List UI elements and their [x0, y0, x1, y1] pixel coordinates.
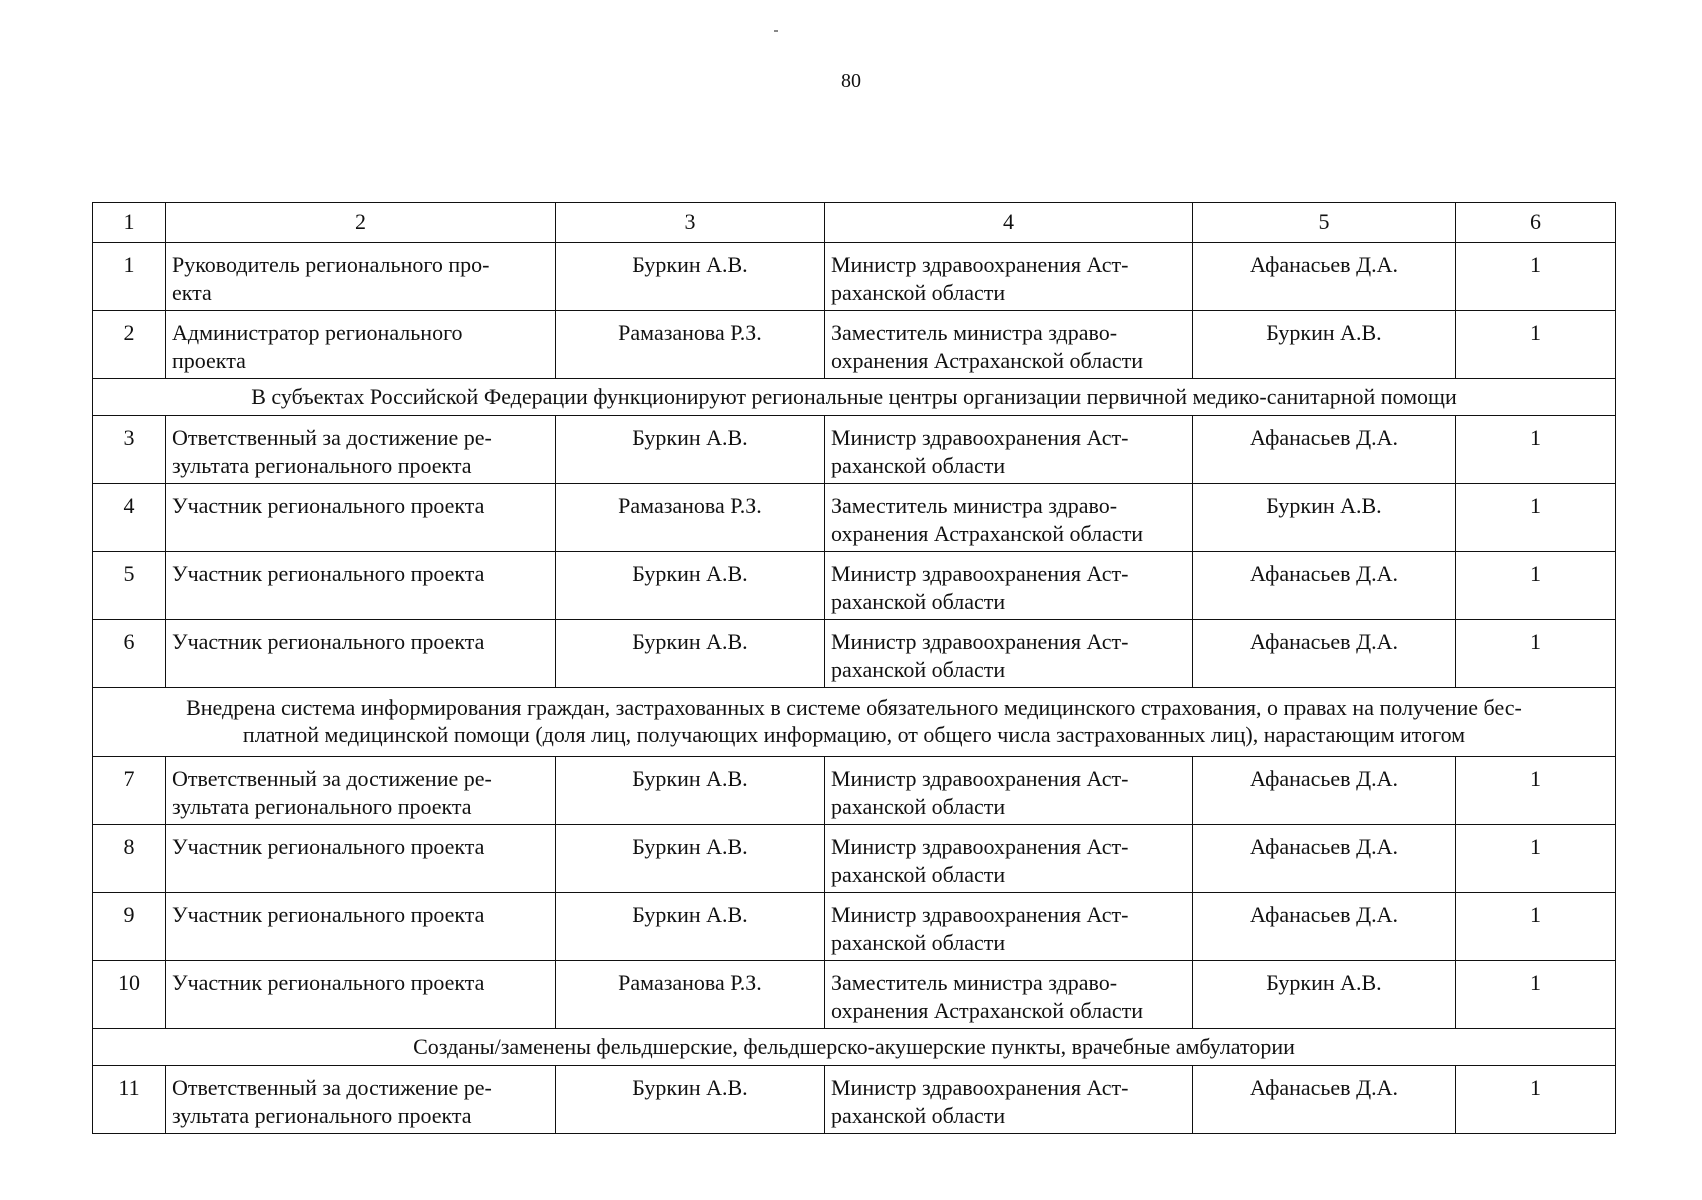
- position-cell: Министр здравоохранения Аст- раханской области: [825, 757, 1193, 825]
- row-number-cell: 8: [93, 825, 166, 893]
- share-cell: 1: [1456, 1066, 1616, 1134]
- supervisor-cell: Афанасьев Д.А.: [1193, 1066, 1456, 1134]
- section-heading-row: [93, 379, 1616, 416]
- supervisor-cell: Афанасьев Д.А.: [1193, 893, 1456, 961]
- role-cell: Участник регионального проекта: [166, 825, 556, 893]
- supervisor-cell: Буркин А.В.: [1193, 484, 1456, 552]
- section-heading: Внедрена система информирования граждан, застрахованных в системе обязательного медицинского страхования, о правах на получение бес- платной медицинской помощи (доля лиц, получающих информацию, от общего числа застрахованных лиц), нарастающим итогом: [93, 688, 1616, 757]
- position-cell: Министр здравоохранения Аст- раханской области: [825, 243, 1193, 311]
- person-cell: Рамазанова Р.З.: [556, 311, 825, 379]
- supervisor-cell: Буркин А.В.: [1193, 311, 1456, 379]
- scan-speck: [774, 30, 778, 32]
- column-number-cell: 6: [1456, 203, 1616, 243]
- row-number-cell: 10: [93, 961, 166, 1029]
- position-cell: Заместитель министра здраво- охранения Астраханской области: [825, 961, 1193, 1029]
- role-cell: Ответственный за достижение ре- зультата регионального проекта: [166, 757, 556, 825]
- table-row: [93, 1066, 1616, 1134]
- column-number-cell: 4: [825, 203, 1193, 243]
- table-row: [93, 757, 1616, 825]
- share-cell: 1: [1456, 757, 1616, 825]
- row-number-cell: 6: [93, 620, 166, 688]
- table-row: [93, 620, 1616, 688]
- section-heading: В субъектах Российской Федерации функционируют региональные центры организации первичной медико-санитарной помощи: [93, 379, 1616, 416]
- row-number-cell: 5: [93, 552, 166, 620]
- supervisor-cell: Афанасьев Д.А.: [1193, 416, 1456, 484]
- table-body: [93, 203, 1616, 1134]
- role-cell: Участник регионального проекта: [166, 484, 556, 552]
- row-number-cell: 3: [93, 416, 166, 484]
- position-cell: Министр здравоохранения Аст- раханской области: [825, 416, 1193, 484]
- column-number-cell: 3: [556, 203, 825, 243]
- column-number-cell: 1: [93, 203, 166, 243]
- table-row: [93, 416, 1616, 484]
- share-cell: 1: [1456, 961, 1616, 1029]
- role-cell: Участник регионального проекта: [166, 961, 556, 1029]
- person-cell: Буркин А.В.: [556, 243, 825, 311]
- role-cell: Администратор регионального проекта: [166, 311, 556, 379]
- share-cell: 1: [1456, 311, 1616, 379]
- position-cell: Заместитель министра здраво- охранения Астраханской области: [825, 311, 1193, 379]
- table-row: [93, 552, 1616, 620]
- share-cell: 1: [1456, 552, 1616, 620]
- supervisor-cell: Афанасьев Д.А.: [1193, 825, 1456, 893]
- role-cell: Руководитель регионального про- екта: [166, 243, 556, 311]
- person-cell: Буркин А.В.: [556, 757, 825, 825]
- row-number-cell: 11: [93, 1066, 166, 1134]
- share-cell: 1: [1456, 825, 1616, 893]
- position-cell: Министр здравоохранения Аст- раханской области: [825, 1066, 1193, 1134]
- supervisor-cell: Афанасьев Д.А.: [1193, 552, 1456, 620]
- position-cell: Министр здравоохранения Аст- раханской области: [825, 893, 1193, 961]
- column-number-cell: 5: [1193, 203, 1456, 243]
- share-cell: 1: [1456, 243, 1616, 311]
- person-cell: Буркин А.В.: [556, 552, 825, 620]
- table-row: [93, 893, 1616, 961]
- share-cell: 1: [1456, 484, 1616, 552]
- position-cell: Министр здравоохранения Аст- раханской области: [825, 620, 1193, 688]
- role-cell: Участник регионального проекта: [166, 893, 556, 961]
- person-cell: Рамазанова Р.З.: [556, 961, 825, 1029]
- row-number-cell: 1: [93, 243, 166, 311]
- person-cell: Буркин А.В.: [556, 893, 825, 961]
- role-cell: Ответственный за достижение ре- зультата регионального проекта: [166, 1066, 556, 1134]
- share-cell: 1: [1456, 416, 1616, 484]
- supervisor-cell: Афанасьев Д.А.: [1193, 757, 1456, 825]
- table-row: [93, 484, 1616, 552]
- table-row: [93, 311, 1616, 379]
- position-cell: Министр здравоохранения Аст- раханской области: [825, 825, 1193, 893]
- column-number-cell: 2: [166, 203, 556, 243]
- role-cell: Участник регионального проекта: [166, 620, 556, 688]
- position-cell: Министр здравоохранения Аст- раханской области: [825, 552, 1193, 620]
- share-cell: 1: [1456, 620, 1616, 688]
- person-cell: Буркин А.В.: [556, 416, 825, 484]
- table-row: [93, 243, 1616, 311]
- table-row: [93, 961, 1616, 1029]
- supervisor-cell: Буркин А.В.: [1193, 961, 1456, 1029]
- responsibility-table: [92, 202, 1616, 1134]
- person-cell: Буркин А.В.: [556, 1066, 825, 1134]
- role-cell: Участник регионального проекта: [166, 552, 556, 620]
- share-cell: 1: [1456, 893, 1616, 961]
- section-heading: Созданы/заменены фельдшерские, фельдшерско-акушерские пункты, врачебные амбулатории: [93, 1029, 1616, 1066]
- section-heading-row: [93, 688, 1616, 757]
- table-row: [93, 825, 1616, 893]
- page-number: 80: [841, 70, 861, 92]
- role-cell: Ответственный за достижение ре- зультата регионального проекта: [166, 416, 556, 484]
- person-cell: Буркин А.В.: [556, 825, 825, 893]
- row-number-cell: 2: [93, 311, 166, 379]
- section-heading-row: [93, 1029, 1616, 1066]
- supervisor-cell: Афанасьев Д.А.: [1193, 243, 1456, 311]
- person-cell: Буркин А.В.: [556, 620, 825, 688]
- supervisor-cell: Афанасьев Д.А.: [1193, 620, 1456, 688]
- row-number-cell: 9: [93, 893, 166, 961]
- column-number-row: [93, 203, 1616, 243]
- position-cell: Заместитель министра здраво- охранения Астраханской области: [825, 484, 1193, 552]
- row-number-cell: 4: [93, 484, 166, 552]
- row-number-cell: 7: [93, 757, 166, 825]
- person-cell: Рамазанова Р.З.: [556, 484, 825, 552]
